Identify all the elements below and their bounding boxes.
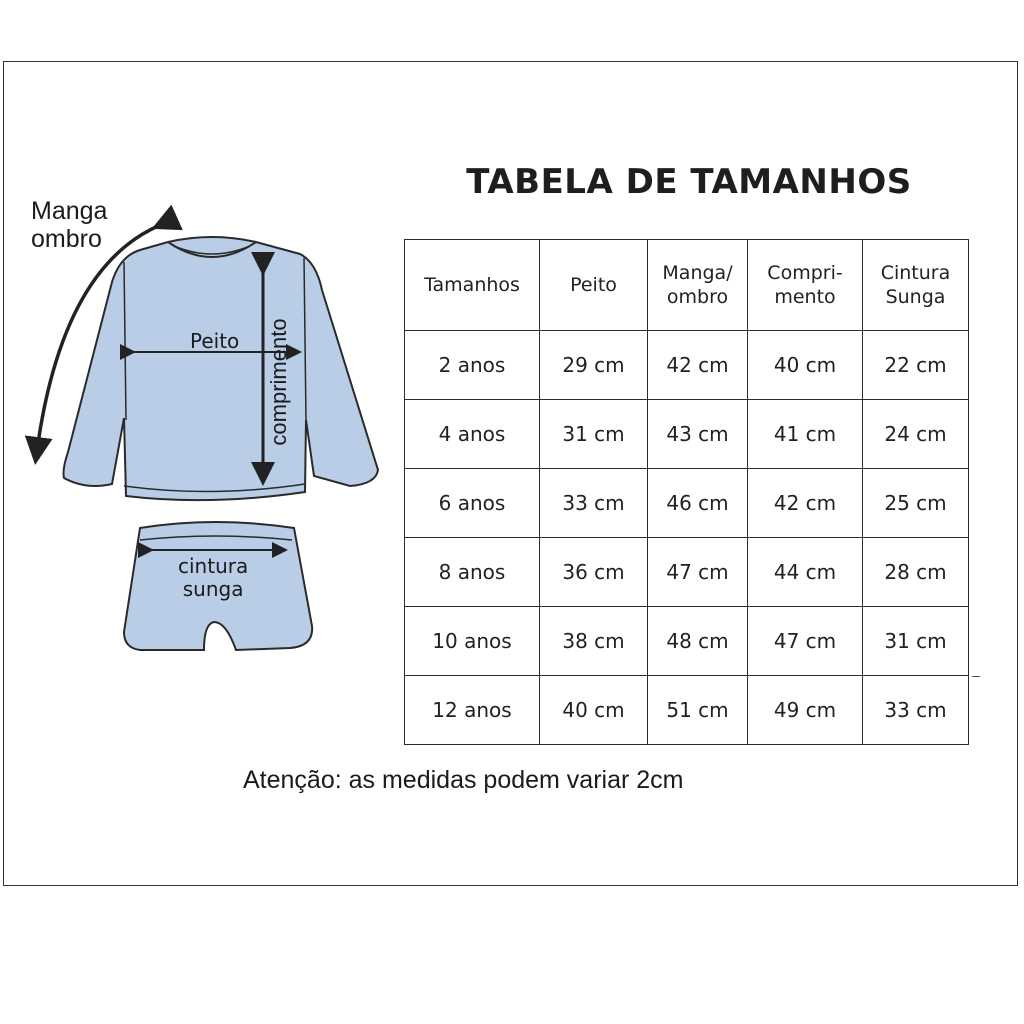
- label-cintura-sunga: cintura sunga: [178, 554, 249, 601]
- header-tamanhos: Tamanhos: [405, 240, 540, 331]
- label-manga-ombro: Manga ombro: [31, 197, 108, 253]
- cell-size: 12 anos: [405, 676, 540, 745]
- cell-peito: 36 cm: [540, 538, 648, 607]
- cell-comprimento: 47 cm: [748, 607, 863, 676]
- table-row: [405, 469, 969, 538]
- shirt-illustration: [64, 237, 379, 500]
- cell-manga: 51 cm: [648, 676, 748, 745]
- cell-comprimento: 41 cm: [748, 400, 863, 469]
- header-manga-ombro: Manga/ ombro: [648, 240, 748, 331]
- measurement-note: Atenção: as medidas podem variar 2cm: [243, 766, 684, 794]
- table-row: [405, 331, 969, 400]
- cell-manga: 43 cm: [648, 400, 748, 469]
- cell-peito: 29 cm: [540, 331, 648, 400]
- header-peito: Peito: [540, 240, 648, 331]
- cell-peito: 33 cm: [540, 469, 648, 538]
- cell-manga: 47 cm: [648, 538, 748, 607]
- table-row: [405, 400, 969, 469]
- cell-cintura: 22 cm: [863, 331, 969, 400]
- cell-cintura: 25 cm: [863, 469, 969, 538]
- cell-cintura: 33 cm: [863, 676, 969, 745]
- cell-manga: 46 cm: [648, 469, 748, 538]
- cell-size: 4 anos: [405, 400, 540, 469]
- page-title: TABELA DE TAMANHOS: [466, 162, 912, 202]
- cell-cintura: 28 cm: [863, 538, 969, 607]
- cell-comprimento: 49 cm: [748, 676, 863, 745]
- header-cintura-sunga: Cintura Sunga: [863, 240, 969, 331]
- cell-peito: 31 cm: [540, 400, 648, 469]
- cell-peito: 40 cm: [540, 676, 648, 745]
- table-row: [405, 538, 969, 607]
- cell-comprimento: 42 cm: [748, 469, 863, 538]
- cell-size: 2 anos: [405, 331, 540, 400]
- cell-manga: 42 cm: [648, 331, 748, 400]
- cell-manga: 48 cm: [648, 607, 748, 676]
- size-table: [404, 239, 969, 745]
- header-comprimento: Compri- mento: [748, 240, 863, 331]
- cell-comprimento: 40 cm: [748, 331, 863, 400]
- cell-size: 6 anos: [405, 469, 540, 538]
- table-row: [405, 676, 969, 745]
- label-peito: Peito: [190, 329, 240, 353]
- table-header-row: [405, 240, 969, 331]
- cell-size: 8 anos: [405, 538, 540, 607]
- cell-comprimento: 44 cm: [748, 538, 863, 607]
- cell-size: 10 anos: [405, 607, 540, 676]
- garment-diagram: [0, 190, 400, 710]
- table-row: [405, 607, 969, 676]
- label-comprimento: comprimento: [266, 318, 291, 446]
- divider-tick: [972, 676, 980, 677]
- cell-cintura: 24 cm: [863, 400, 969, 469]
- cell-peito: 38 cm: [540, 607, 648, 676]
- cell-cintura: 31 cm: [863, 607, 969, 676]
